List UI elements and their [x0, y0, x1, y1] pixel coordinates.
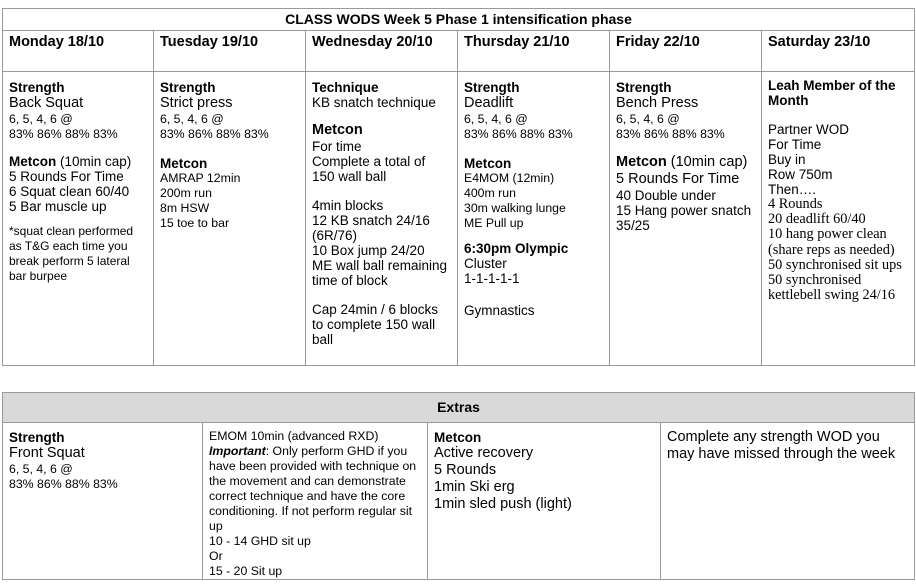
extras-note: Complete any strength WOD you may have missed through the week: [667, 429, 896, 462]
extras-strength-heading: Strength: [9, 430, 65, 445]
day-header-tuesday: Tuesday 19/10: [154, 31, 306, 72]
monday-metcon-line-2: 6 Squat clean 60/40: [9, 184, 130, 199]
saturday-line-6: 4 Rounds: [768, 196, 823, 212]
monday-strength-heading: Strength: [9, 80, 65, 95]
tuesday-metcon-line-1: AMRAP 12min: [160, 171, 241, 185]
friday-cell: [610, 72, 762, 366]
monday-metcon-line-3: 5 Bar muscle up: [9, 199, 107, 214]
tuesday-lift: Strict press: [160, 95, 233, 111]
extras-metcon-cell: [428, 423, 661, 580]
page-title: CLASS WODS Week 5 Phase 1 intensification phase: [3, 9, 915, 31]
extras-strength-cell: [3, 423, 203, 580]
saturday-cell: [762, 72, 915, 366]
saturday-line-7: 20 deadlift 60/40: [768, 211, 866, 228]
thursday-reps: 6, 5, 4, 6 @: [464, 112, 528, 126]
monday-note: *squat clean performed as T&G each time you break perform 5 lateral bar burpee: [9, 224, 134, 283]
thursday-olympic-line-2: 1-1-1-1-1: [464, 271, 520, 286]
tuesday-metcon-line-3: 8m HSW: [160, 201, 210, 215]
wednesday-cap-note: Cap 24min / 6 blocks to complete 150 wall ball: [312, 302, 439, 347]
wednesday-metcon-line-2: Complete a total of 150 wall ball: [312, 154, 426, 184]
friday-metcon-heading: Metcon (10min cap): [616, 154, 748, 170]
thursday-cell: [458, 72, 610, 366]
tuesday-metcon-line-4: 15 toe to bar: [160, 216, 230, 230]
extras-metcon-line-4: 1min sled push (light): [434, 496, 572, 512]
thursday-gymnastics: Gymnastics: [464, 303, 535, 318]
saturday-heading: Leah Member of the Month: [768, 78, 896, 108]
saturday-line-5: Then….: [768, 182, 817, 197]
day-header-thursday: Thursday 21/10: [458, 31, 610, 72]
friday-percentages: 83% 86% 88% 83%: [616, 127, 725, 141]
extras-emom-line-3: 15 - 20 Sit up: [209, 564, 283, 578]
friday-metcon-line-1: 5 Rounds For Time: [616, 171, 740, 187]
day-header-saturday: Saturday 23/10: [762, 31, 915, 72]
extras-emom-line-2: Or: [209, 549, 223, 563]
tuesday-reps: 6, 5, 4, 6 @: [160, 112, 224, 126]
wednesday-metcon-line-1: For time: [312, 139, 362, 154]
saturday-line-4: Row 750m: [768, 167, 833, 182]
wednesday-cell: [306, 72, 458, 366]
saturday-line-3: Buy in: [768, 152, 806, 167]
saturday-line-8: 10 hang power clean: [768, 226, 887, 243]
extras-metcon-line-3: 1min Ski erg: [434, 479, 515, 495]
extras-note-cell: [661, 423, 915, 580]
wednesday-metcon-line-5: 10 Box jump 24/20: [312, 243, 425, 258]
tuesday-strength-heading: Strength: [160, 80, 216, 95]
saturday-line-2: For Time: [768, 137, 822, 152]
extras-metcon-line-1: Active recovery: [434, 445, 534, 461]
wednesday-metcon-line-4: 12 KB snatch 24/16 (6R/76): [312, 213, 430, 243]
tuesday-percentages: 83% 86% 88% 83%: [160, 127, 269, 141]
thursday-lift: Deadlift: [464, 95, 514, 111]
monday-percentages: 83% 86% 88% 83%: [9, 127, 118, 141]
thursday-metcon-line-4: ME Pull up: [464, 216, 524, 230]
saturday-line-10: 50 synchronised sit ups: [768, 256, 902, 273]
tuesday-cell: [154, 72, 306, 366]
monday-metcon-heading: Metcon (10min cap): [9, 154, 132, 169]
friday-metcon-line-2: 40 Double under: [616, 188, 716, 203]
thursday-olympic-heading: 6:30pm Olympic: [464, 241, 569, 256]
extras-emom-note: Important: Only perform GHD if you have been provided with technique on the movement and can demonstrate correct technique and have the core conditioning. If not perform regular sit up: [209, 444, 417, 533]
extras-strength-reps: 6, 5, 4, 6 @: [9, 462, 73, 476]
saturday-line-11: 50 synchronised: [768, 272, 862, 289]
extras-emom-line-1: 10 - 14 GHD sit up: [209, 534, 311, 548]
monday-metcon-line-1: 5 Rounds For Time: [9, 169, 124, 184]
extras-title: Extras: [3, 393, 915, 423]
thursday-metcon-line-1: E4MOM (12min): [464, 171, 555, 185]
wednesday-metcon-line-6: ME wall ball remaining time of block: [312, 258, 448, 288]
thursday-metcon-line-2: 400m run: [464, 186, 516, 200]
monday-cell: [3, 72, 154, 366]
extras-table: [2, 392, 915, 580]
monday-lift: Back Squat: [9, 95, 84, 111]
thursday-olympic-line-1: Cluster: [464, 256, 507, 271]
thursday-metcon-heading: Metcon: [464, 156, 512, 171]
thursday-metcon-line-3: 30m walking lunge: [464, 201, 566, 215]
extras-strength-lift: Front Squat: [9, 445, 85, 461]
monday-reps: 6, 5, 4, 6 @: [9, 112, 73, 126]
week-table: [2, 8, 915, 366]
friday-metcon-line-3: 15 Hang power snatch 35/25: [616, 203, 752, 233]
tuesday-metcon-line-2: 200m run: [160, 186, 212, 200]
friday-strength-heading: Strength: [616, 80, 672, 95]
extras-strength-percentages: 83% 86% 88% 83%: [9, 477, 118, 491]
extras-metcon-heading: Metcon: [434, 430, 482, 445]
saturday-line-9: (share reps as needed): [768, 241, 895, 258]
wednesday-metcon-heading: Metcon: [312, 122, 363, 138]
day-header-wednesday: Wednesday 20/10: [306, 31, 458, 72]
saturday-line-1: Partner WOD: [768, 122, 850, 137]
tuesday-metcon-heading: Metcon: [160, 156, 208, 171]
thursday-percentages: 83% 86% 88% 83%: [464, 127, 573, 141]
wednesday-metcon-line-3: 4min blocks: [312, 198, 384, 213]
saturday-line-12: kettlebell swing 24/16: [768, 287, 896, 304]
friday-reps: 6, 5, 4, 6 @: [616, 112, 680, 126]
wednesday-technique-heading: Technique: [312, 80, 379, 95]
extras-emom-cell: [203, 423, 428, 580]
extras-metcon-line-2: 5 Rounds: [434, 462, 497, 478]
day-header-friday: Friday 22/10: [610, 31, 762, 72]
friday-lift: Bench Press: [616, 95, 699, 111]
wednesday-technique-line: KB snatch technique: [312, 95, 436, 110]
day-header-monday: Monday 18/10: [3, 31, 154, 72]
thursday-strength-heading: Strength: [464, 80, 520, 95]
extras-emom-title: EMOM 10min (advanced RXD): [209, 429, 379, 443]
